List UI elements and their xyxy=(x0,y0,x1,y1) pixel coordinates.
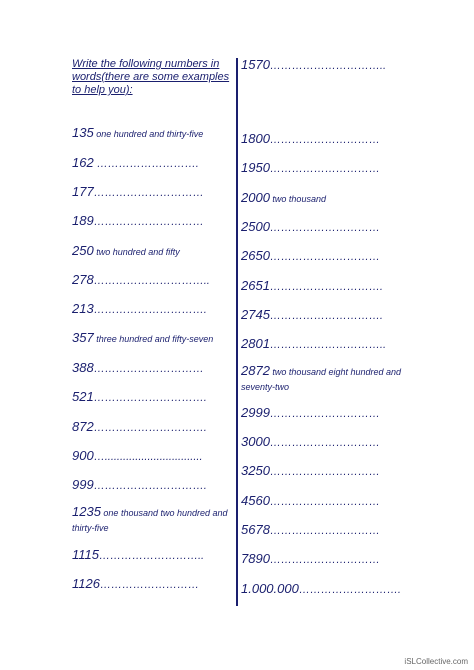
answer-blank: ………………………… xyxy=(269,496,380,508)
answer-blank: ………………………….. xyxy=(269,339,387,351)
answer-blank: ………………………… xyxy=(269,251,380,263)
number-item-4560 xyxy=(241,492,380,510)
number-item-388 xyxy=(72,359,204,377)
answer-blank: ………………………. xyxy=(93,158,199,170)
number-value: 1570 xyxy=(241,57,270,72)
number-value: 357 xyxy=(72,330,94,345)
number-value: 3250 xyxy=(241,463,270,478)
number-item-177 xyxy=(72,183,204,201)
number-item-189 xyxy=(72,212,204,230)
number-value: 1800 xyxy=(241,131,270,146)
answer-blank: ………………………… xyxy=(269,466,380,478)
number-value: 1115 xyxy=(72,547,99,562)
number-value: 2651 xyxy=(241,278,270,293)
answer-blank: …………………………. xyxy=(93,392,207,404)
answer-blank: ………………………… xyxy=(269,408,380,420)
number-value: 5678 xyxy=(241,522,270,537)
number-value: 1950 xyxy=(241,160,270,175)
number-item-1126 xyxy=(72,575,199,593)
number-value: 1126 xyxy=(72,576,100,591)
number-value: 7890 xyxy=(241,551,270,566)
number-value: 278 xyxy=(72,272,94,287)
number-value: 2872 xyxy=(241,363,270,378)
number-item-872 xyxy=(72,418,207,436)
number-item-1570 xyxy=(241,56,386,74)
number-item-7890 xyxy=(241,550,380,568)
number-value: 2650 xyxy=(241,248,270,263)
number-item-900 xyxy=(72,447,203,465)
number-item-1000000 xyxy=(241,580,401,598)
number-value: 1.000.000 xyxy=(241,581,299,596)
number-item-213 xyxy=(72,300,207,318)
answer-blank: ………………………… xyxy=(93,187,204,199)
answer-blank: ………………………… xyxy=(269,554,380,566)
answer-blank: …………………………. xyxy=(93,480,207,492)
number-value: 135 xyxy=(72,125,94,140)
number-value: 4560 xyxy=(241,493,270,508)
number-item-1800 xyxy=(241,130,380,148)
number-item-2500 xyxy=(241,218,380,236)
number-value: 177 xyxy=(72,184,94,199)
answer-blank: …………………………. xyxy=(93,304,207,316)
number-item-2745 xyxy=(241,306,383,324)
answer-blank: …………………………. xyxy=(93,422,207,434)
number-item-3250 xyxy=(241,462,380,480)
number-words-example: two hundred and fifty xyxy=(93,247,180,257)
answer-blank: ………………………… xyxy=(93,216,204,228)
footer-watermark: iSLCollective.com xyxy=(404,657,468,666)
number-item-2651 xyxy=(241,277,383,295)
number-value: 189 xyxy=(72,213,94,228)
number-value: 388 xyxy=(72,360,94,375)
number-value: 872 xyxy=(72,419,94,434)
number-item-162 xyxy=(72,154,199,172)
number-item-135 xyxy=(72,124,203,142)
number-item-999 xyxy=(72,476,207,494)
answer-blank: ………………………….. xyxy=(269,60,387,72)
number-item-1235 xyxy=(72,505,242,535)
answer-blank: ………………………. xyxy=(298,584,401,596)
number-value: 1235 xyxy=(72,504,101,519)
number-item-357 xyxy=(72,329,213,347)
answer-blank: ………………………… xyxy=(269,134,380,146)
number-value: 999 xyxy=(72,477,94,492)
number-item-2872 xyxy=(241,364,411,394)
number-item-521 xyxy=(72,388,207,406)
number-value: 2000 xyxy=(241,190,270,205)
number-value: 2999 xyxy=(241,405,270,420)
answer-blank: …………………………. xyxy=(269,281,383,293)
number-item-2000 xyxy=(241,189,326,207)
number-item-2801 xyxy=(241,335,386,353)
number-words-example: one thousand two hundred and thirty-five xyxy=(72,508,228,533)
number-value: 3000 xyxy=(241,434,270,449)
answer-blank: ………………………… xyxy=(269,163,380,175)
number-item-278 xyxy=(72,271,210,289)
answer-blank: ………………………… xyxy=(269,437,380,449)
number-item-2650 xyxy=(241,247,380,265)
number-words-example: one hundred and thirty-five xyxy=(93,129,204,139)
answer-blank: ………………………… xyxy=(93,363,204,375)
instructions: Write the following numbers in words(there are some examples to help you): xyxy=(72,58,230,96)
answer-blank: ………………………….. xyxy=(93,275,210,287)
answer-blank: ……………………… xyxy=(99,579,199,591)
number-words-example: two thousand xyxy=(269,194,326,204)
number-item-3000 xyxy=(241,433,380,451)
number-value: 900 xyxy=(72,448,94,463)
answer-blank: ………………………… xyxy=(269,222,380,234)
number-item-2999 xyxy=(241,404,380,422)
number-value: 521 xyxy=(72,389,94,404)
number-value: 2801 xyxy=(241,336,270,351)
number-value: 2500 xyxy=(241,219,270,234)
answer-blank: ………………………… xyxy=(269,525,380,537)
number-item-5678 xyxy=(241,521,380,539)
number-words-example: two thousand eight hundred and seventy-two xyxy=(241,367,402,392)
number-item-1115 xyxy=(72,546,204,564)
number-value: 213 xyxy=(72,301,94,316)
number-words-example: three hundred and fifty-seven xyxy=(93,334,214,344)
answer-blank: ……………………….. xyxy=(99,550,205,562)
number-value: 250 xyxy=(72,243,94,258)
number-value: 2745 xyxy=(241,307,270,322)
number-item-250 xyxy=(72,242,180,260)
answer-blank: …………………………. xyxy=(269,310,383,322)
answer-blank: …................................ xyxy=(93,451,203,463)
number-item-1950 xyxy=(241,159,380,177)
number-value: 162 xyxy=(72,155,94,170)
